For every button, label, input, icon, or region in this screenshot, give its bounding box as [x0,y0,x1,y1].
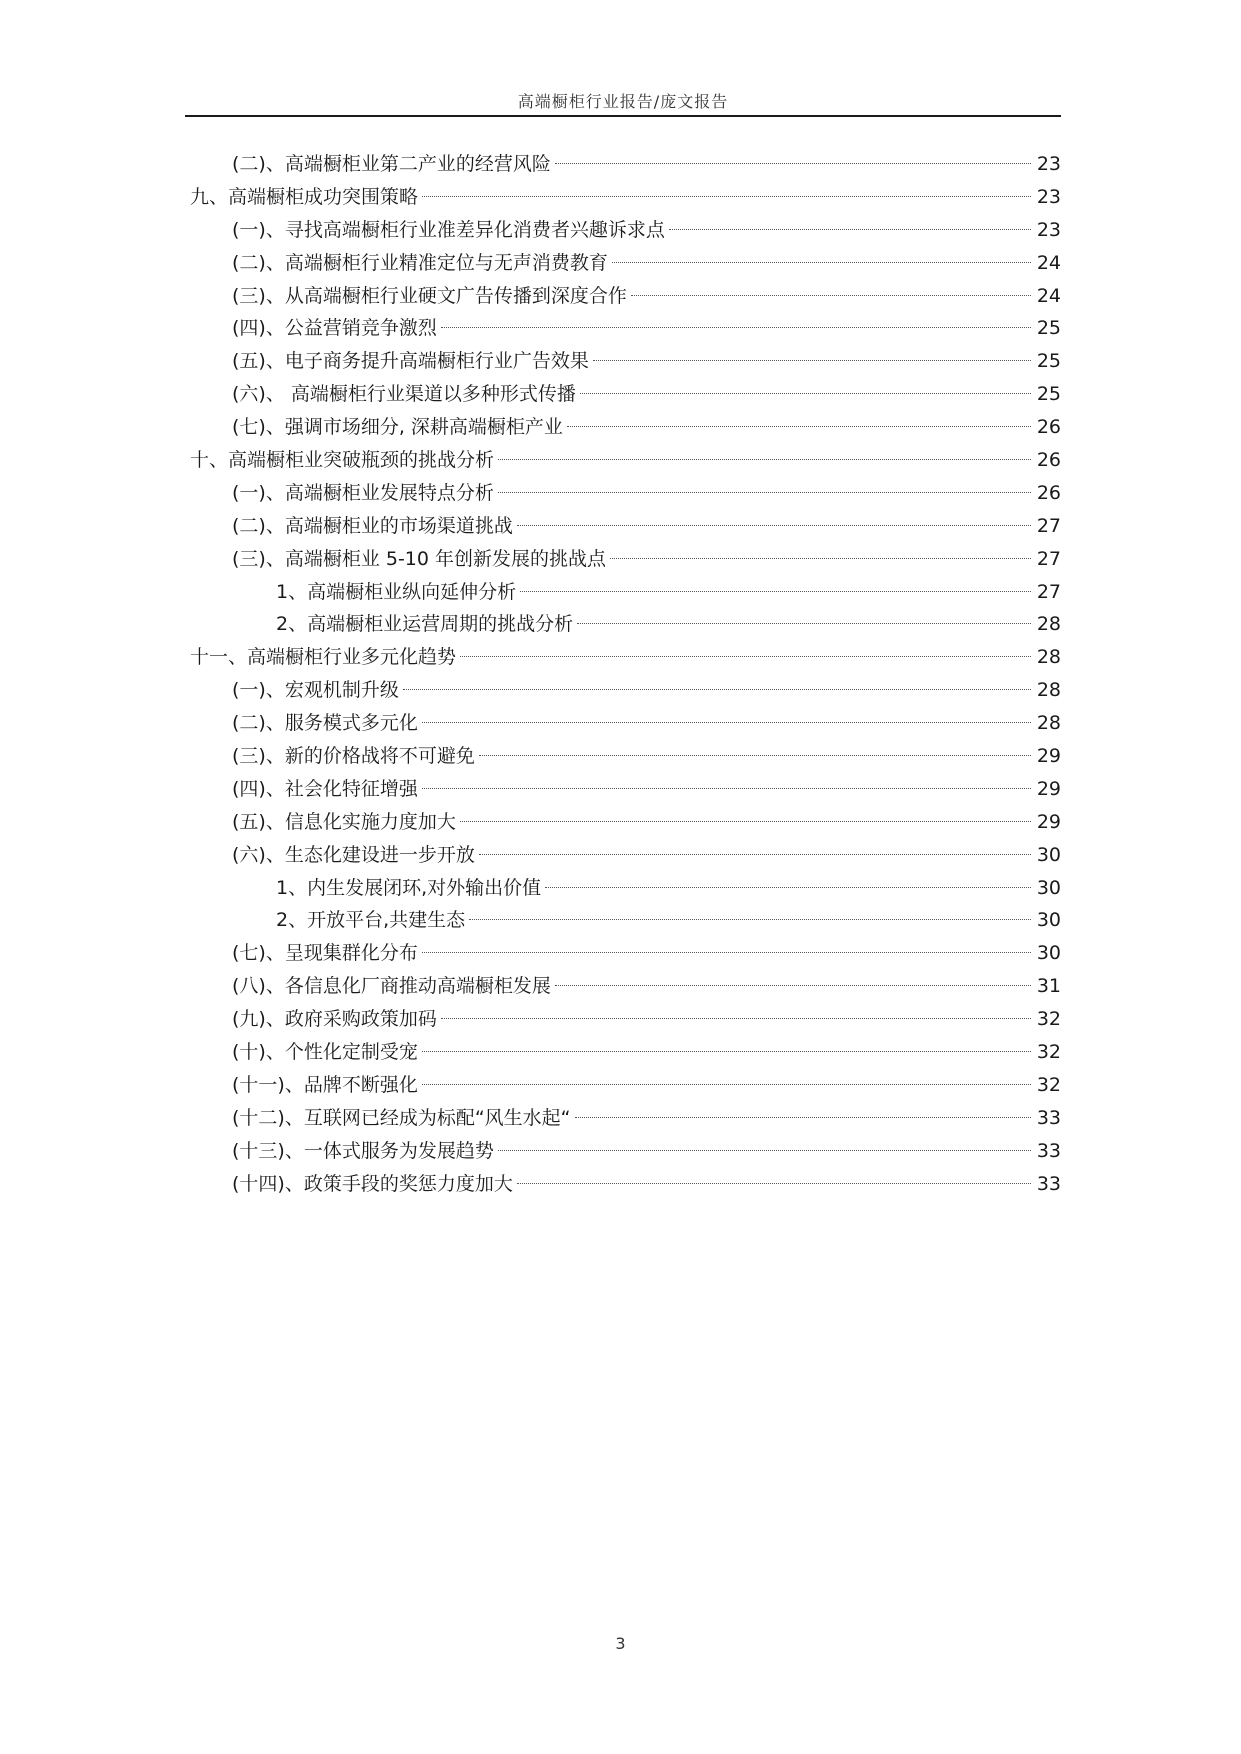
toc-entry-title: 2、开放平台,共建生态 [276,909,466,932]
toc-entry-title: (七)、呈现集群化分布 [232,942,418,965]
toc-entry[interactable] [185,1003,1061,1036]
toc-dot-leader [441,1018,1031,1019]
toc-entry-title: (三)、从高端橱柜行业硬文广告传播到深度合作 [232,284,627,307]
toc-entry[interactable] [185,740,1061,773]
toc-dot-leader [498,1150,1031,1151]
toc-entry-page: 33 [1036,1139,1061,1162]
toc-entry-title: (五)、电子商务提升高端橱柜行业广告效果 [232,350,589,373]
toc-dot-leader [460,821,1031,822]
toc-entry-page: 28 [1036,613,1061,636]
toc-entry-title: (十四)、政策手段的奖惩力度加大 [232,1172,513,1195]
toc-entry-title: (四)、公益营销竞争激烈 [232,317,437,340]
toc-entry-page: 25 [1036,383,1061,406]
table-of-contents [185,148,1061,1201]
toc-dot-leader [403,689,1031,690]
toc-entry[interactable] [185,181,1061,214]
toc-entry-title: (五)、信息化实施力度加大 [232,810,456,833]
toc-dot-leader [498,492,1031,493]
toc-entry[interactable] [185,411,1061,444]
toc-entry-title: (二)、高端橱柜业的市场渠道挑战 [232,514,513,537]
toc-entry[interactable] [185,214,1061,247]
toc-entry-title: 2、高端橱柜业运营周期的挑战分析 [276,613,574,636]
toc-dot-leader [441,327,1031,328]
toc-entry-title: (八)、各信息化厂商推动高端橱柜发展 [232,975,551,998]
toc-entry[interactable] [185,576,1061,609]
toc-entry-title: (一)、寻找高端橱柜行业准差异化消费者兴趣诉求点 [232,218,665,241]
toc-entry-page: 33 [1036,1172,1061,1195]
toc-entry[interactable] [185,148,1061,181]
toc-entry-title: (九)、政府采购政策加码 [232,1008,437,1031]
toc-entry-title: (二)、高端橱柜业第二产业的经营风险 [232,153,551,175]
toc-entry-title: 十一、高端橱柜行业多元化趋势 [190,646,457,669]
toc-entry-title: (一)、宏观机制升级 [232,679,399,702]
toc-dot-leader [517,1183,1031,1184]
toc-dot-leader [593,360,1031,361]
toc-entry[interactable] [185,312,1061,345]
toc-entry[interactable] [185,1135,1061,1168]
toc-entry-page: 26 [1036,481,1061,504]
toc-entry-page: 26 [1036,416,1061,439]
toc-entry[interactable] [185,444,1061,477]
toc-entry-page: 24 [1036,251,1061,274]
toc-dot-leader [669,229,1031,230]
toc-entry[interactable] [185,1036,1061,1069]
toc-dot-leader [567,426,1031,427]
toc-entry-title: (二)、服务模式多元化 [232,712,418,735]
toc-entry[interactable] [185,280,1061,313]
toc-entry[interactable] [185,641,1061,674]
toc-dot-leader [460,656,1031,657]
toc-entry-page: 24 [1036,284,1061,307]
toc-entry-page: 28 [1036,646,1061,669]
toc-entry-title: 九、高端橱柜成功突围策略 [190,185,419,208]
toc-entry[interactable] [185,510,1061,543]
toc-entry[interactable] [185,1168,1061,1201]
toc-entry-title: (十)、个性化定制受宠 [232,1041,418,1064]
toc-entry-title: (一)、高端橱柜业发展特点分析 [232,481,494,504]
toc-dot-leader [422,196,1031,197]
toc-dot-leader [555,163,1031,164]
toc-entry-page: 33 [1036,1106,1061,1129]
toc-entry[interactable] [185,970,1061,1003]
toc-entry-page: 32 [1036,1041,1061,1064]
toc-dot-leader [610,558,1031,559]
toc-entry[interactable] [185,839,1061,872]
toc-entry-title: (四)、社会化特征增强 [232,777,418,800]
toc-dot-leader [520,591,1031,592]
toc-entry[interactable] [185,904,1061,937]
toc-entry[interactable] [185,937,1061,970]
toc-entry[interactable] [185,872,1061,905]
toc-entry-page: 23 [1036,185,1061,208]
toc-entry[interactable] [185,477,1061,510]
toc-entry-page: 25 [1036,317,1061,340]
toc-dot-leader [580,393,1031,394]
toc-entry-page: 28 [1036,712,1061,735]
toc-entry[interactable] [185,1069,1061,1102]
toc-entry-title: (十一)、品牌不断强化 [232,1073,418,1096]
toc-dot-leader [555,985,1031,986]
toc-entry-page: 32 [1036,1073,1061,1096]
toc-entry-title: (七)、强调市场细分, 深耕高端橱柜产业 [232,416,563,439]
toc-entry[interactable] [185,543,1061,576]
toc-entry-page: 30 [1036,942,1061,965]
toc-entry[interactable] [185,378,1061,411]
toc-entry-page: 31 [1036,975,1061,998]
toc-dot-leader [479,755,1031,756]
toc-entry-page: 23 [1036,218,1061,241]
header-divider [185,115,1061,117]
toc-dot-leader [422,722,1031,723]
toc-entry-title: (三)、新的价格战将不可避免 [232,745,475,768]
toc-entry[interactable] [185,773,1061,806]
toc-entry-page: 29 [1036,810,1061,833]
toc-dot-leader [479,854,1031,855]
toc-entry-page: 23 [1036,153,1061,175]
toc-entry-title: (六)、生态化建设进一步开放 [232,843,475,866]
toc-dot-leader [577,623,1031,624]
toc-entry-title: (六)、 高端橱柜行业渠道以多种形式传播 [232,383,576,406]
toc-entry-page: 28 [1036,679,1061,702]
toc-dot-leader [612,262,1031,263]
toc-entry[interactable] [185,608,1061,641]
toc-entry-title: (十三)、一体式服务为发展趋势 [232,1139,494,1162]
toc-entry[interactable] [185,1102,1061,1135]
toc-entry-page: 27 [1036,514,1061,537]
toc-entry-title: 1、高端橱柜业纵向延伸分析 [276,580,517,603]
toc-entry-page: 27 [1036,580,1061,603]
page-number: 3 [615,1634,626,1653]
toc-entry-title: 1、内生发展闭环,对外输出价值 [276,876,542,899]
toc-entry-page: 29 [1036,745,1061,768]
toc-dot-leader [631,295,1031,296]
toc-entry-title: (三)、高端橱柜业 5-10 年创新发展的挑战点 [232,547,607,570]
toc-dot-leader [422,1084,1031,1085]
toc-entry[interactable] [185,707,1061,740]
toc-dot-leader [469,919,1031,920]
toc-entry-page: 29 [1036,777,1061,800]
toc-entry-title: (十二)、互联网已经成为标配“风生水起“ [232,1106,571,1129]
toc-entry[interactable] [185,247,1061,280]
toc-dot-leader [422,952,1031,953]
toc-entry-title: (二)、高端橱柜行业精准定位与无声消费教育 [232,251,608,274]
toc-dot-leader [517,525,1031,526]
toc-entry-page: 30 [1036,843,1061,866]
toc-entry[interactable] [185,345,1061,378]
toc-entry-title: 十、高端橱柜业突破瓶颈的挑战分析 [190,449,495,472]
toc-entry[interactable] [185,806,1061,839]
toc-dot-leader [575,1117,1031,1118]
toc-dot-leader [422,1051,1031,1052]
toc-entry-page: 30 [1036,876,1061,899]
toc-dot-leader [498,459,1031,460]
toc-entry-page: 32 [1036,1008,1061,1031]
toc-entry[interactable] [185,674,1061,707]
toc-dot-leader [545,887,1031,888]
toc-entry-page: 25 [1036,350,1061,373]
toc-entry-page: 27 [1036,547,1061,570]
toc-entry-page: 30 [1036,909,1061,932]
toc-dot-leader [422,788,1031,789]
page-header: 高端橱柜行业报告/庞文报告 [517,92,729,111]
toc-entry-page: 26 [1036,449,1061,472]
